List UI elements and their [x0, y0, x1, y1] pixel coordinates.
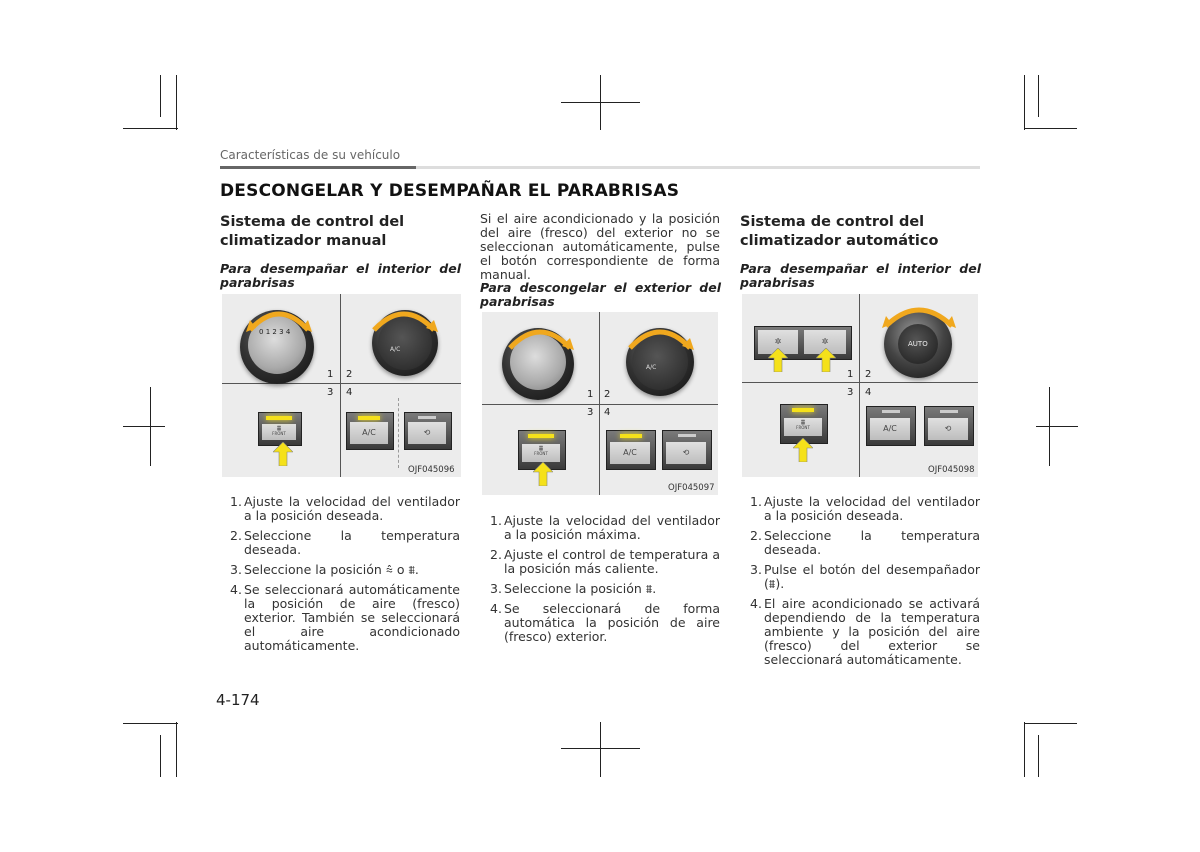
col2-steps: [490, 514, 720, 650]
recirculation-icon: ⟲: [944, 424, 952, 433]
crop-mark: [1024, 75, 1025, 130]
rotate-arrow-icon: [244, 304, 314, 334]
quad-label: 3: [847, 387, 854, 398]
figure-code: OJF045098: [928, 465, 975, 475]
list-item: 2. Seleccione la temperatura deseada.: [750, 528, 980, 557]
front-defrost-icon: ⩩: [800, 418, 806, 427]
quad-label: 3: [587, 407, 594, 418]
quad-label: 3: [327, 387, 334, 398]
rotate-arrow-icon: [368, 304, 440, 334]
list-item: 2. Seleccione la temperatura deseada.: [230, 528, 460, 557]
fan-icon: ✲: [774, 337, 782, 346]
list-item: 1. Ajuste la velocidad del ventilador a la posición deseada.: [750, 494, 980, 523]
list-item: 1. Ajuste la velocidad del ventilador a la posición máxima.: [490, 513, 720, 542]
quad-label: 2: [346, 369, 353, 380]
crop-mark: [1024, 723, 1077, 724]
crop-mark: [1024, 128, 1077, 129]
fan-speed-numbers: 0 1 2 3 4: [259, 328, 291, 336]
front-defrost-button: ⩩ FRONT: [784, 418, 822, 436]
quad-label: 1: [587, 389, 594, 400]
list-item: 4. Se seleccionará de forma automática la posición de aire (fresco) exterior.: [490, 601, 720, 644]
divider: [398, 398, 400, 468]
crop-mark: [123, 128, 178, 129]
press-arrow-icon: [273, 442, 293, 466]
col2-intro: Si el aire acondicionado y la posición del aire (fresco) del exterior no se seleccionan automáticamente, pulse el botón correspondiente de forma manual.: [480, 211, 720, 282]
crop-mark: [561, 102, 640, 103]
press-arrow-icon: [533, 462, 553, 486]
header-rule-accent: [220, 166, 416, 169]
list-item: 3. Seleccione la posición ⩩.: [490, 581, 657, 596]
front-defrost-icon: ⩩: [538, 444, 544, 453]
crop-mark: [160, 75, 161, 117]
recirculation-button: [408, 422, 446, 444]
rotate-arrow-icon: [504, 322, 576, 352]
quad-label: 2: [604, 389, 611, 400]
list-item: 4. Se seleccionará automáticamente la posición de aire (fresco) exterior. También se seleccionará el aire acondicionado automáticamente.: [230, 582, 460, 653]
recirculation-icon: ⟲: [682, 448, 690, 457]
quad-label: 1: [327, 369, 334, 380]
col2-subheading: Para descongelar el exterior del parabrisas: [480, 280, 721, 309]
figure-auto-defog: [742, 294, 978, 477]
list-item: 1. Ajuste la velocidad del ventilador a la posición deseada.: [230, 494, 460, 523]
auto-label: AUTO: [908, 340, 928, 348]
crop-mark: [176, 75, 177, 130]
fan-icon: ✲: [821, 337, 829, 346]
led-indicator: [620, 434, 642, 438]
recirculation-icon: ⟲: [423, 428, 431, 437]
floor-defrost-icon: ⩯: [385, 563, 393, 577]
col3-steps: [750, 495, 980, 673]
front-defrost-icon: ⩩: [408, 563, 415, 577]
list-item: 2. Ajuste el control de temperatura a la posición más caliente.: [490, 547, 720, 576]
crop-mark: [1024, 722, 1025, 777]
ac-button: A/C: [350, 422, 388, 444]
ac-knob-label: A/C: [646, 364, 657, 371]
col1-steps: [230, 495, 460, 659]
col1-subheading: Para desempañar el interior del parabrisas: [220, 261, 461, 290]
press-arrow-icon: [793, 438, 813, 462]
quad-label: 2: [865, 369, 872, 380]
figure-manual-defrost: [482, 312, 718, 495]
led-indicator: [418, 416, 436, 419]
col3-subheading: Para desempañar el interior del parabrisas: [740, 261, 981, 290]
figure-code: OJF045097: [668, 483, 715, 493]
front-defrost-button: ⩩ FRONT: [262, 424, 296, 440]
recirculation-button: [928, 418, 968, 440]
crop-mark: [1036, 426, 1078, 427]
section-label: Características de su vehículo: [220, 148, 401, 162]
crop-mark: [600, 722, 601, 777]
crop-mark: [1038, 735, 1039, 777]
led-indicator: [882, 410, 900, 413]
list-item: 3. Seleccione la posición ⩯ o ⩩.: [230, 562, 419, 577]
page-number: 4-174: [216, 691, 260, 709]
led-indicator: [792, 408, 814, 412]
recirculation-button: [666, 442, 706, 464]
quad-label: 1: [847, 369, 854, 380]
press-arrow-icon: [816, 348, 836, 372]
front-defrost-icon: ⩩: [645, 582, 653, 596]
quad-label: 4: [346, 387, 353, 398]
rotate-arrow-icon: [880, 300, 958, 330]
front-defrost-icon: ⩩: [768, 577, 776, 591]
led-indicator: [940, 410, 958, 413]
list-item: 3. Pulse el botón del desempañador (⩩).: [750, 562, 980, 591]
figure-manual-defog: [222, 294, 461, 477]
list-item: 4. El aire acondicionado se activará dependiendo de la temperatura ambiente y la posición del aire (fresco) del exterior se seleccionará automáticamente.: [750, 596, 980, 667]
led-indicator: [358, 416, 380, 420]
led-indicator: [678, 434, 696, 437]
crop-mark: [123, 426, 165, 427]
crop-mark: [176, 722, 177, 777]
press-arrow-icon: [768, 348, 788, 372]
front-defrost-button: ⩩ FRONT: [522, 444, 560, 462]
page-title: DESCONGELAR Y DESEMPAÑAR EL PARABRISAS: [220, 181, 680, 201]
led-indicator: [528, 434, 554, 438]
crop-mark: [561, 748, 640, 749]
quad-label: 4: [604, 407, 611, 418]
crop-mark: [1038, 75, 1039, 117]
quad-label: 4: [865, 387, 872, 398]
col1-heading: Sistema de control del climatizador manual: [220, 214, 405, 249]
led-indicator: [266, 416, 292, 420]
rotate-arrow-icon: [624, 322, 696, 352]
col3-heading: Sistema de control del climatizador automático: [740, 214, 939, 249]
crop-mark: [123, 723, 178, 724]
front-defrost-icon: ⩩: [276, 424, 282, 433]
ac-button: A/C: [870, 418, 910, 440]
figure-code: OJF045096: [408, 465, 455, 475]
ac-button: A/C: [610, 442, 650, 464]
ac-knob-label: A/C: [390, 346, 401, 353]
crop-mark: [160, 735, 161, 777]
